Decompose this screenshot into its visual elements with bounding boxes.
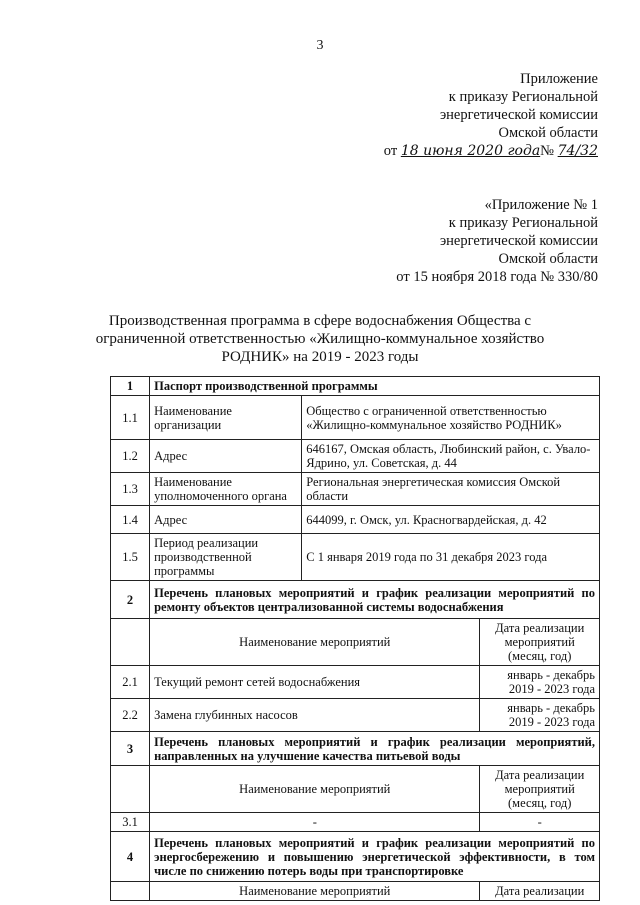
table-row <box>111 396 600 440</box>
date-prefix: от <box>383 143 398 159</box>
row-number: 1.2 <box>111 440 150 473</box>
column-header: Наименование мероприятий <box>150 766 480 813</box>
section-row <box>111 581 600 619</box>
row-value: 644099, г. Омск, ул. Красногвардейская, д. 42 <box>302 506 600 534</box>
row-number: 1.5 <box>111 534 150 581</box>
empty-cell <box>111 882 150 901</box>
row-value: С 1 января 2019 года по 31 декабря 2023 года <box>302 534 600 581</box>
appendix-header <box>384 70 598 160</box>
row-number: 1.1 <box>111 396 150 440</box>
section-title: Паспорт производственной программы <box>150 377 600 396</box>
section-title: Перечень плановых мероприятий и график реализации мероприятий, направленных на улучшение качества питьевой воды <box>150 732 600 766</box>
table-row <box>111 506 600 534</box>
row-name: - <box>150 813 480 832</box>
row-name: Замена глубинных насосов <box>150 699 480 732</box>
table-row <box>111 473 600 506</box>
header-row <box>111 619 600 666</box>
row-value: Общество с ограниченной ответственностью «Жилищно-коммунальное хозяйство РОДНИК» <box>302 396 600 440</box>
row-number: 1.4 <box>111 506 150 534</box>
row-date: - <box>480 813 600 832</box>
section-number: 2 <box>111 581 150 619</box>
empty-cell <box>111 619 150 666</box>
row-label: Наименование организации <box>150 396 302 440</box>
row-name: Текущий ремонт сетей водоснабжения <box>150 666 480 699</box>
column-header: Наименование мероприятий <box>150 882 480 901</box>
section-number: 3 <box>111 732 150 766</box>
page-number: 3 <box>316 38 324 53</box>
table-row <box>111 534 600 581</box>
row-number: 2.2 <box>111 699 150 732</box>
row-number: 2.1 <box>111 666 150 699</box>
section-title: Перечень плановых мероприятий и график реализации мероприятий по ремонту объектов централизованной системы водоснабжения <box>150 581 600 619</box>
row-value: Региональная энергетическая комиссия Омской области <box>302 473 600 506</box>
handwritten-date: 18 июня 2020 года <box>400 143 541 159</box>
document-title: Производственная программа в сфере водоснабжения Общества с ограниченной ответственностью «Жилищно-коммунальное хозяйство РОДНИК» на 2019 - 2023 годы <box>95 313 545 365</box>
original-appendix-line: от 15 ноября 2018 года № 330/80 <box>396 269 598 285</box>
handwritten-number: 74/32 <box>557 143 598 159</box>
row-number: 3.1 <box>111 813 150 832</box>
section-title: Перечень плановых мероприятий и график реализации мероприятий по энергосбережению и повышению энергетической эффективности, в том числе по снижению потерь воды при транспортировке <box>150 832 600 882</box>
column-header: Дата реализации <box>480 882 600 901</box>
appendix-line: энергетической комиссии <box>439 107 598 123</box>
original-appendix-header <box>396 196 598 286</box>
appendix-line: Приложение <box>520 71 598 87</box>
appendix-line: к приказу Региональной <box>448 89 598 105</box>
original-appendix-line: Омской области <box>498 251 598 267</box>
original-appendix-line: к приказу Региональной <box>448 215 598 231</box>
column-header: Наименование мероприятий <box>150 619 480 666</box>
section-number: 4 <box>111 832 150 882</box>
appendix-date-line <box>384 142 598 160</box>
table-row <box>111 699 600 732</box>
original-appendix-line: энергетической комиссии <box>439 233 598 249</box>
row-label: Адрес <box>150 506 302 534</box>
table-row <box>111 440 600 473</box>
table-row <box>111 666 600 699</box>
header-row <box>111 766 600 813</box>
row-label: Период реализации производственной программы <box>150 534 302 581</box>
row-value: 646167, Омская область, Любинский район, с. Увало-Ядрино, ул. Советская, д. 44 <box>302 440 600 473</box>
column-header: Дата реализации мероприятий (месяц, год) <box>480 766 600 813</box>
header-row <box>111 882 600 901</box>
section-row <box>111 732 600 766</box>
column-header: Дата реализации мероприятий (месяц, год) <box>480 619 600 666</box>
section-row <box>111 832 600 882</box>
row-label: Наименование уполномоченного органа <box>150 473 302 506</box>
number-prefix: № <box>540 143 555 159</box>
row-number: 1.3 <box>111 473 150 506</box>
row-date: январь - декабрь 2019 - 2023 года <box>480 666 600 699</box>
program-table <box>110 376 600 901</box>
empty-cell <box>111 766 150 813</box>
table-row <box>111 813 600 832</box>
row-date: январь - декабрь 2019 - 2023 года <box>480 699 600 732</box>
section-number: 1 <box>111 377 150 396</box>
row-label: Адрес <box>150 440 302 473</box>
appendix-line: Омской области <box>498 125 598 141</box>
original-appendix-line: «Приложение № 1 <box>484 197 598 213</box>
section-row <box>111 377 600 396</box>
